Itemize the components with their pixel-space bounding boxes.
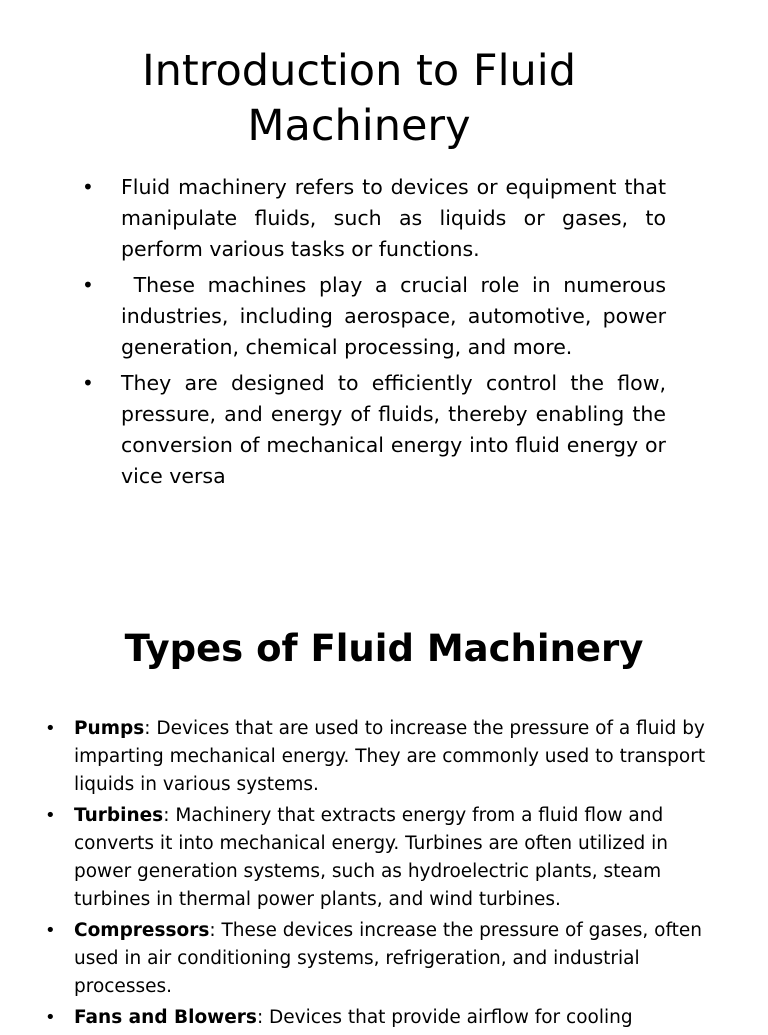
item-term: Fans and Blowers <box>74 1007 257 1028</box>
bullet-text: They are designed to efficiently control the flow, pressure, and energy of fluids, thereby enabling the conversion of mechanical energy into fluid energy or vice versa <box>121 371 666 488</box>
slide-types <box>0 560 768 1028</box>
bullet-icon: • <box>82 273 94 297</box>
title-line-1: Introduction to Fluid <box>141 46 577 96</box>
item-term: Pumps <box>74 718 145 739</box>
item-term: Turbines <box>74 805 164 826</box>
list-item <box>45 917 721 1001</box>
bullet-icon: • <box>45 805 56 826</box>
slide-title <box>118 44 600 154</box>
list-item <box>45 1004 721 1032</box>
item-description: : These devices increase the pressure of gases, often used in air conditioning systems, refrigeration, and industrial processes. <box>74 920 703 997</box>
types-bullet-list <box>45 715 721 1035</box>
bullet-icon: • <box>82 371 94 395</box>
item-description: : Devices that provide airflow for cooling <box>256 1007 633 1028</box>
list-item <box>82 270 666 363</box>
slide-title: Types of Fluid Machinery <box>124 627 644 670</box>
list-item <box>45 802 721 914</box>
list-item <box>82 172 666 265</box>
item-description: : Devices that are used to increase the pressure of a fluid by imparting mechanical energy. They are commonly used to transport liquids in various systems. <box>74 718 706 795</box>
list-item <box>45 715 721 799</box>
bullet-icon: • <box>45 718 56 739</box>
intro-bullet-list <box>82 172 666 497</box>
bullet-text: These machines play a crucial role in numerous industries, including aerospace, automotive, power generation, chemical processing, and more. <box>121 273 666 359</box>
item-description: : Machinery that extracts energy from a fluid flow and converts it into mechanical energy. Turbines are often utilized in power generation systems, such as hydroelectric plants, steam turbines in thermal power plants, and wind turbines. <box>74 805 668 910</box>
bullet-icon: • <box>82 175 94 199</box>
bullet-text: Fluid machinery refers to devices or equipment that manipulate fluids, such as liquids or gases, to perform various tasks or functions. <box>121 175 666 261</box>
item-term: Compressors <box>74 920 210 941</box>
bullet-icon: • <box>45 920 56 941</box>
title-line-2: Machinery <box>247 101 471 151</box>
bullet-icon: • <box>45 1007 56 1028</box>
list-item <box>82 368 666 492</box>
